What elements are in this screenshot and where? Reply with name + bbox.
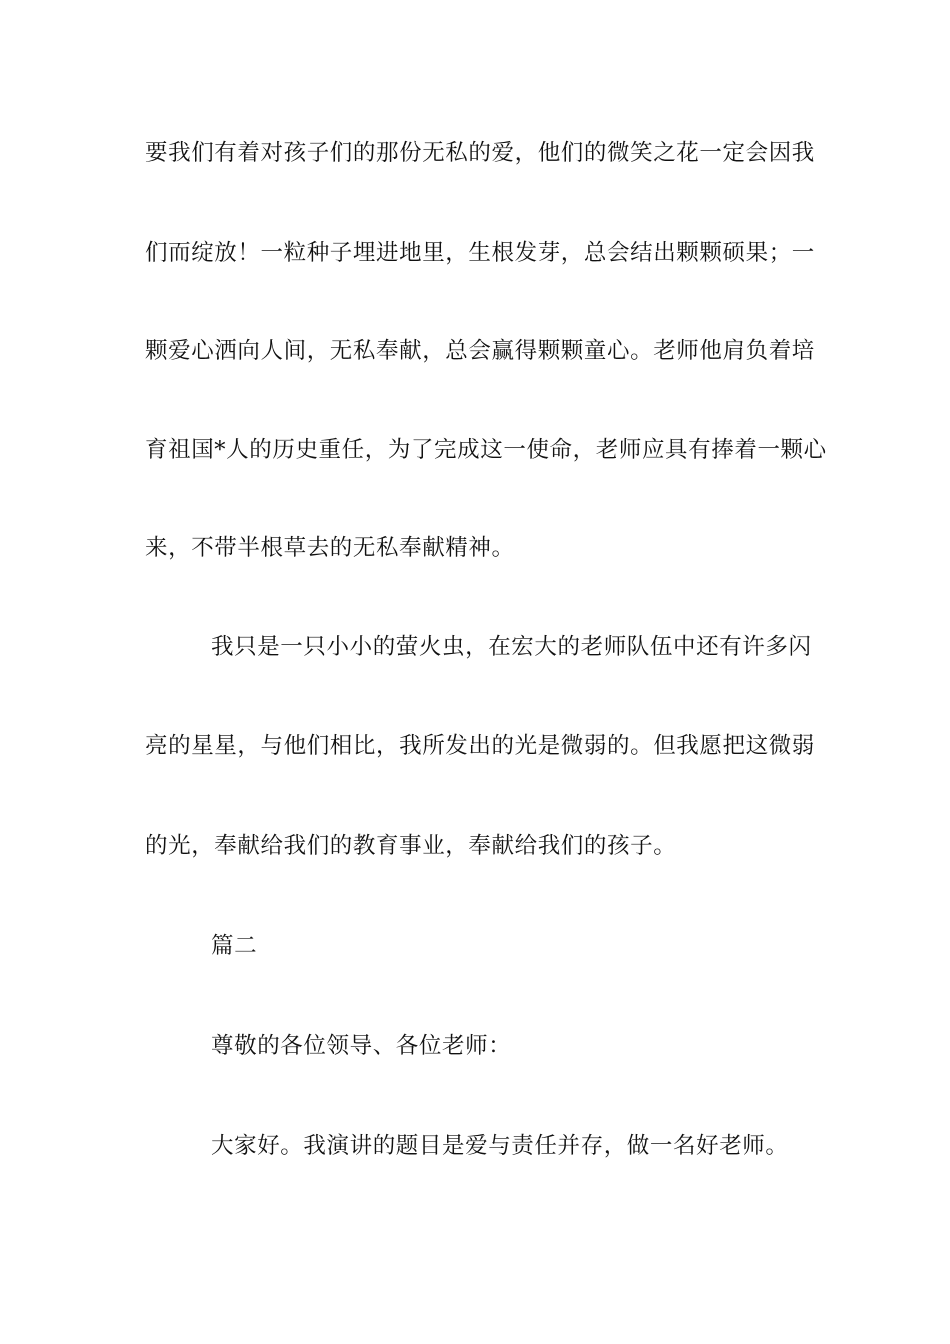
section-heading: 篇二: [211, 933, 258, 959]
paragraph-1-line-4: 育祖国*人的历史重任，为了完成这一使命，老师应具有捧着一颗心: [145, 437, 827, 463]
paragraph-2-line-1: 我只是一只小小的萤火虫，在宏大的老师队伍中还有许多闪: [211, 634, 812, 660]
salutation: 尊敬的各位领导、各位老师：: [211, 1033, 512, 1059]
paragraph-1-line-2: 们而绽放！一粒种子埋进地里，生根发芽，总会结出颗颗硕果；一: [145, 240, 815, 266]
paragraph-2-line-2: 亮的星星，与他们相比，我所发出的光是微弱的。但我愿把这微弱: [145, 733, 815, 759]
paragraph-1-line-1: 要我们有着对孩子们的那份无私的爱，他们的微笑之花一定会因我: [145, 140, 815, 166]
paragraph-1-line-5: 来，不带半根草去的无私奉献精神。: [145, 535, 515, 561]
paragraph-2-line-3: 的光，奉献给我们的教育事业，奉献给我们的孩子。: [145, 833, 677, 859]
opening-line: 大家好。我演讲的题目是爱与责任并存，做一名好老师。: [211, 1133, 789, 1159]
paragraph-1-line-3: 颗爱心洒向人间，无私奉献，总会赢得颗颗童心。老师他肩负着培: [145, 338, 815, 364]
